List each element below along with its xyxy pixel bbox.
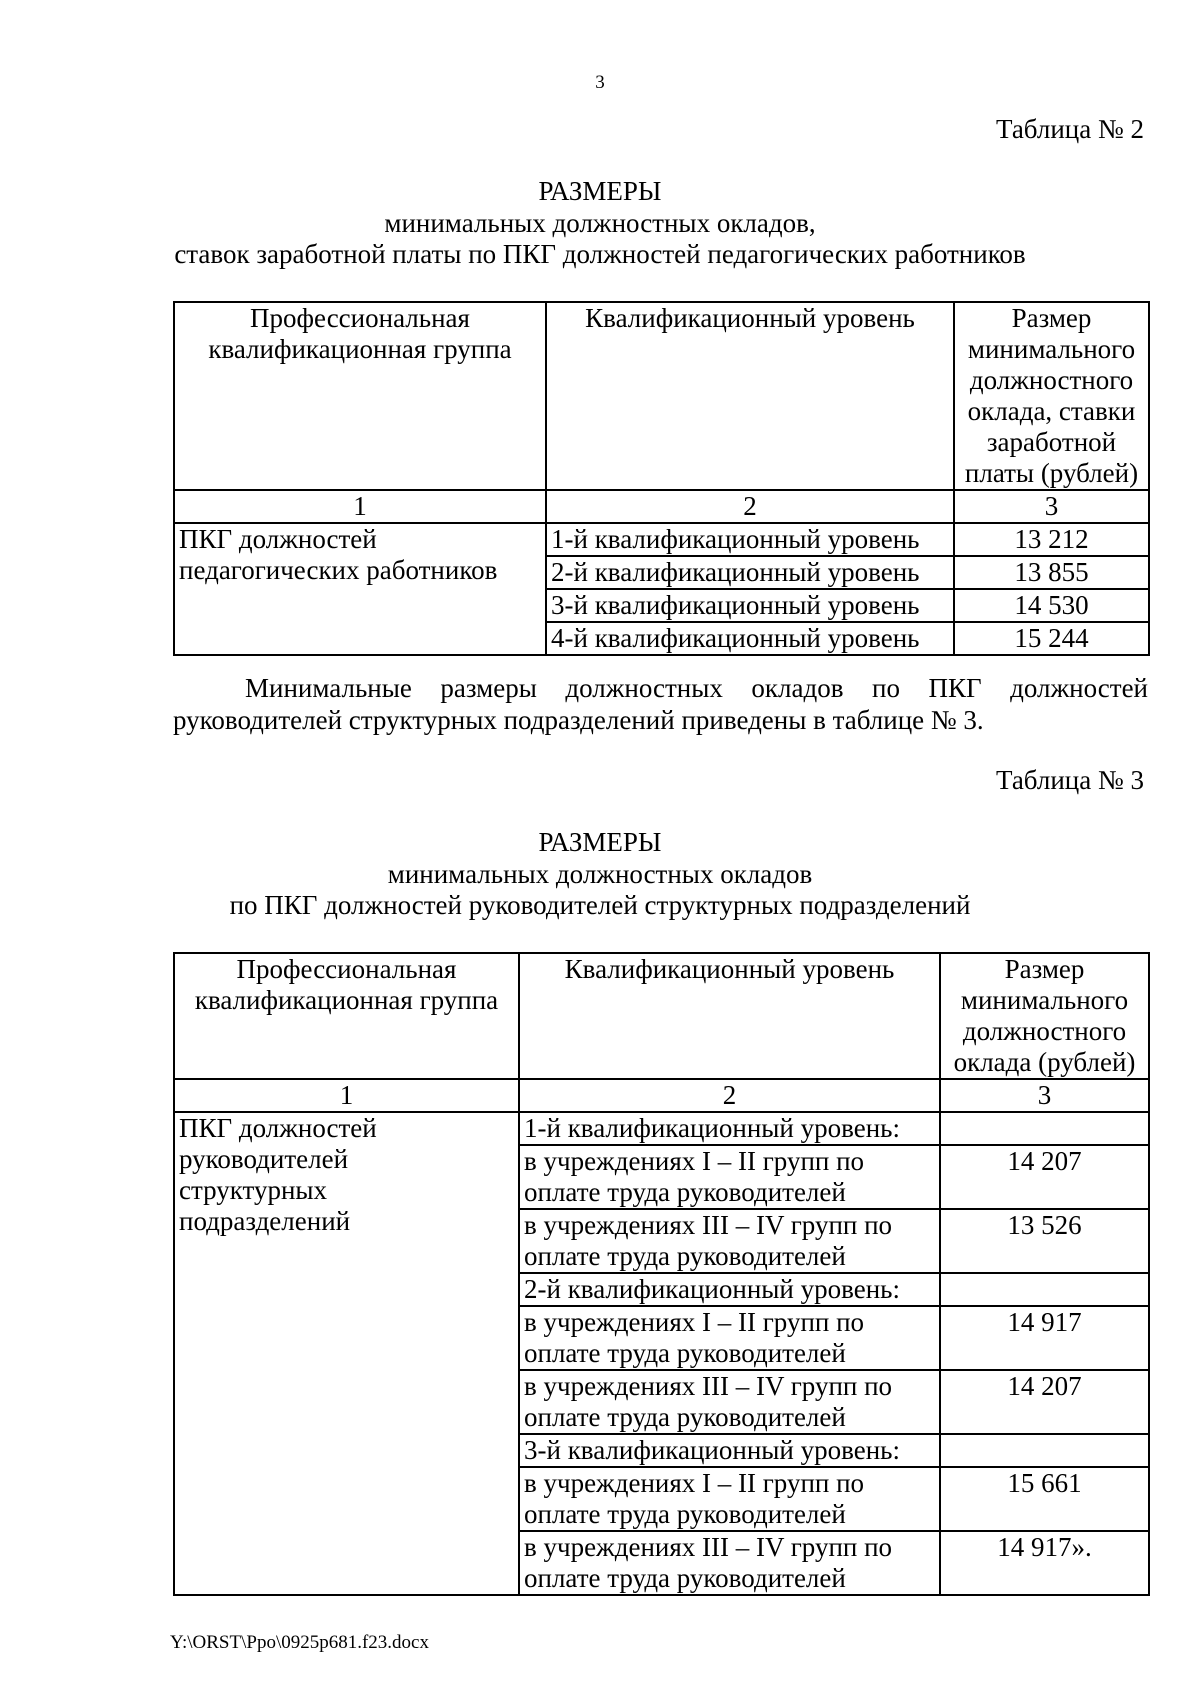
level-cell: 3-й квалификационный уровень: [519,1434,940,1467]
table-3-header-amount: Размер минимального должностного оклада (рублей) [940,953,1149,1079]
level-cell: в учреждениях III – IV групп по оплате труда руководителей [519,1370,940,1434]
level-cell: 1-й квалификационный уровень [546,523,954,556]
table-2-header-level: Квалификационный уровень [546,302,954,490]
level-cell: в учреждениях I – II групп по оплате труда руководителей [519,1467,940,1531]
amount-cell: 13 526 [940,1209,1149,1273]
amount-cell: 13 212 [954,523,1149,556]
amount-cell: 15 244 [954,622,1149,655]
page-number: 3 [595,72,605,93]
table-row [174,523,1149,556]
table-3-col-number: 3 [940,1079,1149,1112]
level-cell: 1-й квалификационный уровень: [519,1112,940,1145]
amount-cell: 15 661 [940,1467,1149,1531]
level-cell: 3-й квалификационный уровень [546,589,954,622]
table-2-subtitle-2: ставок заработной платы по ПКГ должностей педагогических работников [174,239,1026,269]
table-3-group-cell [174,1112,519,1595]
table-3 [173,952,1150,1596]
amount-cell: 14 917 [940,1306,1149,1370]
table-3-header-level: Квалификационный уровень [519,953,940,1079]
amount-cell [940,1434,1149,1467]
amount-cell: 14 207 [940,1145,1149,1209]
table-2-col-number: 1 [174,490,546,523]
table-3-col-number: 2 [519,1079,940,1112]
table-3-subtitle-1: минимальных должностных окладов [387,859,813,889]
table-2-subtitle-1: минимальных должностных окладов, [384,208,816,238]
level-cell: 4-й квалификационный уровень [546,622,954,655]
table-2-col-number: 2 [546,490,954,523]
table-2-title: РАЗМЕРЫ [538,176,662,206]
level-cell: в учреждениях III – IV групп по оплате труда руководителей [519,1209,940,1273]
level-cell: в учреждениях III – IV групп по оплате труда руководителей [519,1531,940,1595]
table-3-label: Таблица № 3 [996,765,1144,795]
level-cell: в учреждениях I – II групп по оплате труда руководителей [519,1145,940,1209]
table-3-number-row [174,1079,1149,1112]
table-3-title: РАЗМЕРЫ [538,827,662,857]
body-paragraph: Минимальные размеры должностных окладов по ПКГ должностей руководителей структурных подразделений приведены в таблице № 3. [173,673,1148,735]
amount-cell [940,1273,1149,1306]
file-path-footer: Y:\ORST\Ppo\0925p681.f23.docx [170,1632,429,1653]
table-2-header-row [174,302,1149,490]
table-3-header-group: Профессиональная квалификационная группа [174,953,519,1079]
amount-cell: 14 917». [940,1531,1149,1595]
table-2-group-cell: ПКГ должностей педагогических работников [174,523,546,655]
level-cell: 2-й квалификационный уровень: [519,1273,940,1306]
amount-cell: 13 855 [954,556,1149,589]
table-2-label: Таблица № 2 [996,114,1144,144]
amount-cell [940,1112,1149,1145]
table-3-subtitle-2: по ПКГ должностей руководителей структурных подразделений [229,890,971,920]
table-2-header-group: Профессиональная квалификационная группа [174,302,546,490]
table-row [174,1112,1149,1145]
table-2-col-number: 3 [954,490,1149,523]
table-2-header-amount: Размер минимального должностного оклада, ставки заработной платы (рублей) [954,302,1149,490]
table-2-number-row [174,490,1149,523]
table-2 [173,301,1150,656]
table-3-col-number: 1 [174,1079,519,1112]
level-cell: 2-й квалификационный уровень [546,556,954,589]
amount-cell: 14 530 [954,589,1149,622]
amount-cell: 14 207 [940,1370,1149,1434]
table-3-group-text: ПКГ должностей руководителей структурных подразделений [179,1113,377,1236]
level-cell: в учреждениях I – II групп по оплате труда руководителей [519,1306,940,1370]
table-3-header-row [174,953,1149,1079]
